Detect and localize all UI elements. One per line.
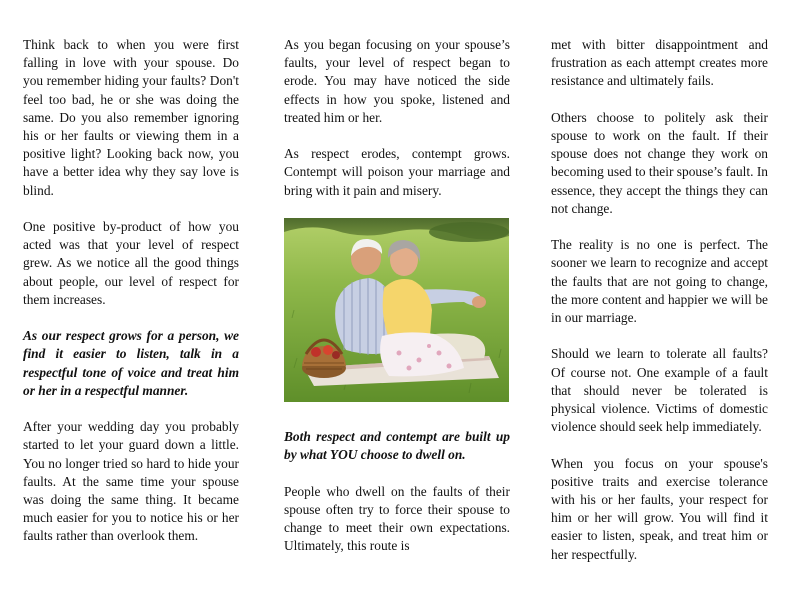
paragraph-positive-traits: When you focus on your spouse's positive traits and exercise tolerance with his or her faults, your respect for him or her will grow. You will find it easier to listen, speak, and treat him or her respectfully. bbox=[551, 455, 768, 562]
couple-picnic-photo bbox=[284, 218, 509, 402]
paragraph-contempt-grows: As respect erodes, contempt grows. Contempt will poison your marriage and bring with it pain and misery. bbox=[284, 146, 510, 198]
callout-respect-grows: As our respect grows for a person, we find it easier to listen, talk in a respectful tone of voice and treat him or her in a respectful manner. bbox=[23, 328, 239, 398]
paragraph-bitter-disappointment: met with bitter disappointment and frustration as each attempt creates more resistance and ultimately fails. bbox=[551, 37, 768, 89]
column-1 bbox=[23, 36, 239, 564]
paragraph-love-is-blind: Think back to when you were first falling in love with your spouse. Do you remember hiding your faults? Don't feel too bad, he or she was doing the same. Do you also remember ignoring his or her faults or viewing them in a positive light? Looking back now, you have a better idea why they say love is blind. bbox=[23, 37, 239, 198]
column-2 bbox=[284, 36, 510, 574]
column-3 bbox=[551, 36, 768, 582]
paragraph-after-wedding: After your wedding day you probably started to let your guard down a little. You no longer tried so hard to hide your faults. At the same time your spouse was doing the same thing. It became much easier for you to notice his or her faults rather than overlook them. bbox=[23, 419, 239, 544]
paragraph-dwell-on-faults: People who dwell on the faults of their spouse often try to force their spouse to change to meet their own expectations. Ultimately, this route is bbox=[284, 483, 510, 554]
paragraph-respect-erode: As you began focusing on your spouse’s faults, your level of respect began to erode. You may have noticed the side effects in how you spoke, listened and treated him or her. bbox=[284, 37, 510, 125]
paragraph-tolerate-faults: Should we learn to tolerate all faults? Of course not. One example of a fault that should never be tolerated is physical violence. Victims of domestic violence should seek help immediately. bbox=[551, 346, 768, 435]
callout-respect-contempt: Both respect and contempt are built up by what YOU choose to dwell on. bbox=[284, 429, 510, 463]
paragraph-respect-grew: One positive by-product of how you acted was that your level of respect grew. As we notice all the good things about people, our level of respect for them increases. bbox=[23, 219, 239, 307]
paragraph-no-one-perfect: The reality is no one is perfect. The sooner we learn to recognize and accept the faults that are not going to change, the more content and happier we will be in our marriage. bbox=[551, 237, 768, 326]
paragraph-politely-ask: Others choose to politely ask their spouse to work on the fault. If their spouse does not change they work on becoming used to their spouse’s fault. In essence, they accept the things they can not change. bbox=[551, 109, 768, 216]
